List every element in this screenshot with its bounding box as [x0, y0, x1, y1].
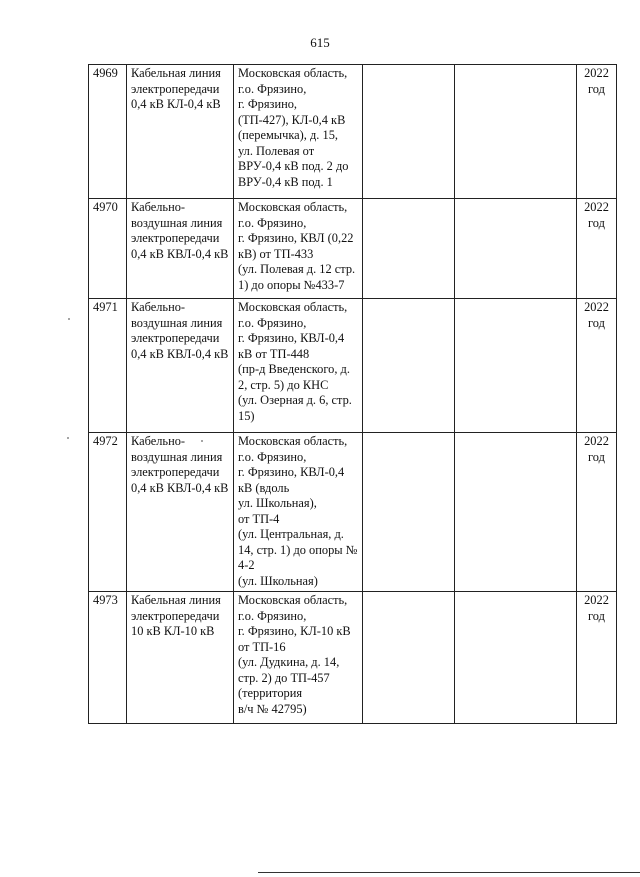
- page-number: 615: [310, 35, 330, 50]
- empty-cell: [363, 299, 455, 433]
- row-number-cell: 4971: [89, 299, 127, 433]
- object-name-cell: Кабельная линия электропередачи 0,4 кВ КЛ-0,4 кВ: [127, 65, 234, 199]
- year-cell: 2022 год: [577, 199, 617, 299]
- empty-cell: [363, 592, 455, 724]
- empty-cell: [455, 299, 577, 433]
- object-name-cell: Кабельно-воздушная линия электропередачи 0,4 кВ КВЛ-0,4 кВ: [127, 199, 234, 299]
- empty-cell: [455, 592, 577, 724]
- table-row: [89, 299, 617, 433]
- empty-cell: [455, 199, 577, 299]
- row-number-cell: 4972: [89, 433, 127, 592]
- row-number-cell: 4970: [89, 199, 127, 299]
- empty-cell: [363, 65, 455, 199]
- address-cell: Московская область, г.о. Фрязино, г. Фрязино, КЛ-10 кВ от ТП-16 (ул. Дудкина, д. 14, стр. 2) до ТП-457 (территория в/ч № 42795): [234, 592, 363, 724]
- row-number-cell: 4973: [89, 592, 127, 724]
- empty-cell: [455, 65, 577, 199]
- scan-speck: [68, 318, 70, 320]
- address-cell: Московская область, г.о. Фрязино, г. Фрязино, КВЛ-0,4 кВ (вдоль ул. Школьная), от ТП-4 (ул. Центральная, д. 14, стр. 1) до опоры № 4-2 (ул. Школьная): [234, 433, 363, 592]
- table-row: [89, 592, 617, 724]
- table-row: [89, 433, 617, 592]
- scan-speck: [201, 440, 203, 442]
- address-cell: Московская область, г.о. Фрязино, г. Фрязино, (ТП-427), КЛ-0,4 кВ (перемычка), д. 15, ул. Полевая от ВРУ-0,4 кВ под. 2 до ВРУ-0,4 кВ под. 1: [234, 65, 363, 199]
- scan-edge-line: [258, 872, 640, 873]
- year-cell: 2022 год: [577, 592, 617, 724]
- scan-speck: [67, 437, 69, 439]
- address-cell: Московская область, г.о. Фрязино, г. Фрязино, КВЛ-0,4 кВ от ТП-448 (пр-д Введенского, д. 2, стр. 5) до КНС (ул. Озерная д. 6, стр. 15): [234, 299, 363, 433]
- address-cell: Московская область, г.о. Фрязино, г. Фрязино, КВЛ (0,22 кВ) от ТП-433 (ул. Полевая д. 12 стр. 1) до опоры №433-7: [234, 199, 363, 299]
- registry-table: [88, 64, 617, 724]
- year-cell: 2022 год: [577, 65, 617, 199]
- object-name-cell: Кабельно-воздушная линия электропередачи 0,4 кВ КВЛ-0,4 кВ: [127, 433, 234, 592]
- row-number-cell: 4969: [89, 65, 127, 199]
- empty-cell: [455, 433, 577, 592]
- year-cell: 2022 год: [577, 433, 617, 592]
- table-row: [89, 199, 617, 299]
- empty-cell: [363, 433, 455, 592]
- empty-cell: [363, 199, 455, 299]
- year-cell: 2022 год: [577, 299, 617, 433]
- object-name-cell: Кабельно-воздушная линия электропередачи 0,4 кВ КВЛ-0,4 кВ: [127, 299, 234, 433]
- object-name-cell: Кабельная линия электропередачи 10 кВ КЛ-10 кВ: [127, 592, 234, 724]
- table-row: [89, 65, 617, 199]
